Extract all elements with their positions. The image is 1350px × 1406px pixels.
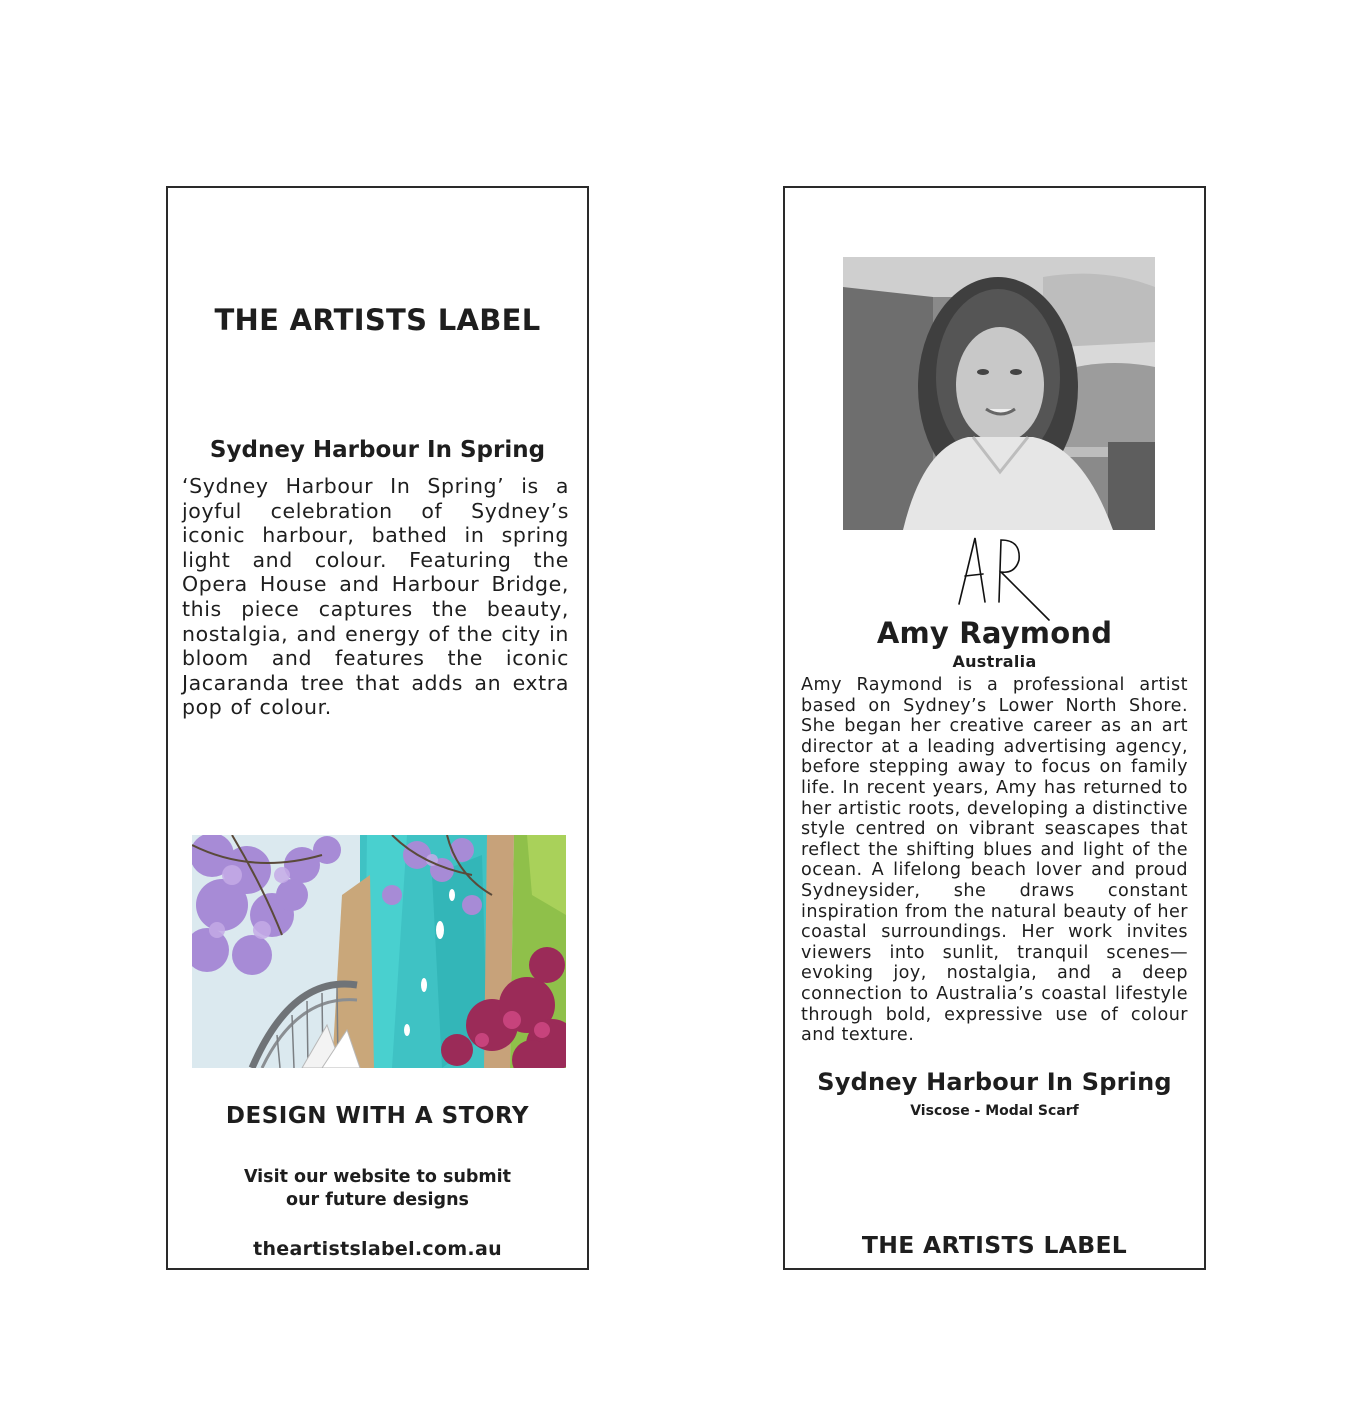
brand-footer: THE ARTISTS LABEL bbox=[861, 1231, 1128, 1259]
portrait-illustration bbox=[843, 257, 1155, 530]
visit-text bbox=[168, 1166, 587, 1212]
design-title: Sydney Harbour In Spring bbox=[817, 1068, 1172, 1096]
label-card-back bbox=[783, 186, 1206, 1270]
design-description: ‘Sydney Harbour In Spring’ is a joyful celebration of Sydney’s iconic harbour, bathed in spring light and colour. Featuring the Opera House and Harbour Bridge, this piece captures the beauty, nostalgia, and energy of the city in bloom and features the iconic Jacaranda tree that adds an extra pop of colour. bbox=[182, 474, 569, 720]
visit-line-1: Visit our website to submit bbox=[243, 1167, 512, 1187]
artwork-image bbox=[192, 835, 566, 1068]
artist-bio: Amy Raymond is a professional artist based on Sydney’s Lower North Shore. She began her creative career as an art director at a leading advertising agency, before stepping away to focus on family life. In recent years, Amy has returned to her artistic roots, developing a distinctive style centred on vibrant seascapes that reflect the shifting blues and light of the ocean. A lifelong beach lover and proud Sydneysider, she draws constant inspiration from the natural beauty of her coastal surroundings. Her work invites viewers into sunlit, tranquil scenes—evoking joy, nostalgia, and a deep connection to Australia’s coastal lifestyle through bold, expressive use of colour and texture. bbox=[801, 675, 1188, 1046]
artist-signature bbox=[945, 532, 1055, 627]
artist-name: Amy Raymond bbox=[876, 616, 1113, 650]
website-link[interactable]: theartistslabel.com.au bbox=[253, 1238, 502, 1260]
tagline: DESIGN WITH A STORY bbox=[225, 1103, 530, 1129]
artwork-illustration bbox=[192, 835, 566, 1068]
visit-line-2: our future designs bbox=[286, 1190, 469, 1210]
material-label: Viscose - Modal Scarf bbox=[910, 1103, 1079, 1119]
label-card-front bbox=[166, 186, 589, 1270]
brand-heading: THE ARTISTS LABEL bbox=[214, 303, 541, 337]
artist-country: Australia bbox=[952, 652, 1037, 671]
artist-portrait bbox=[843, 257, 1155, 530]
design-title: Sydney Harbour In Spring bbox=[209, 437, 546, 463]
